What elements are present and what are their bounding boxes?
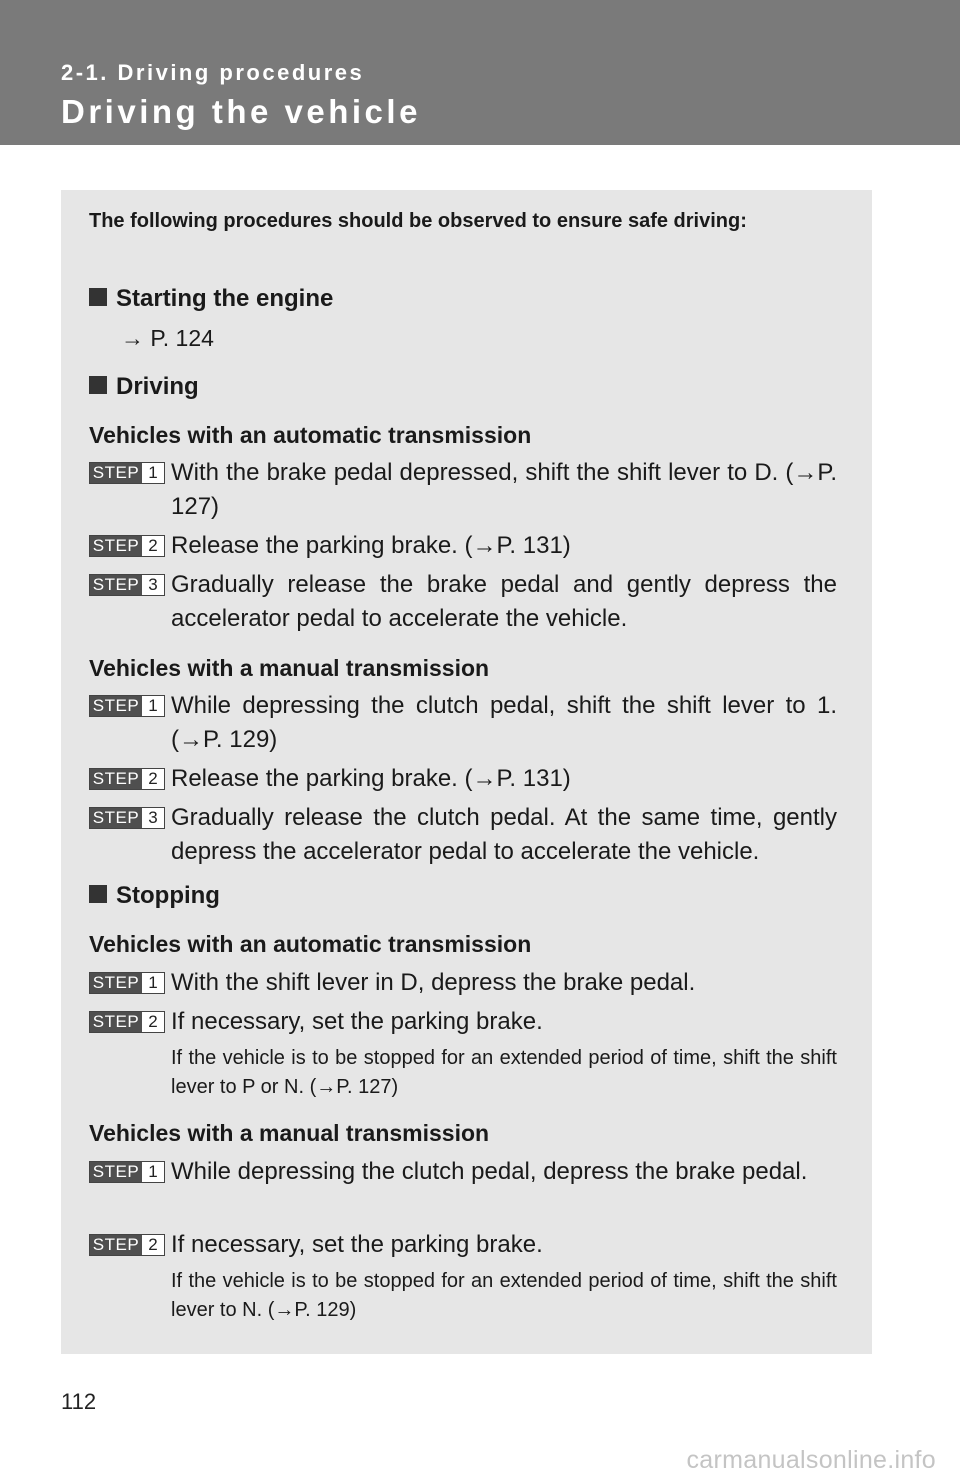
square-bullet-icon (89, 376, 107, 394)
step-text: Gradually release the clutch pedal. At the same time, gently depress the accelerator pedal to accelerate the vehicle. (171, 804, 837, 865)
square-bullet-icon (89, 288, 107, 306)
step-badge: STEP 1 (89, 972, 165, 994)
step-badge: STEP 1 (89, 695, 165, 717)
section-heading-driving: Driving (89, 373, 199, 401)
step-badge: STEP 1 (89, 1161, 165, 1183)
step-text: While depressing the clutch pedal, shift the shift lever to 1. (→P. 129) (171, 692, 837, 753)
procedure-panel (61, 190, 872, 1354)
page-reference: → P. 124 (121, 325, 214, 351)
note-text: If the vehicle is to be stopped for an extended period of time, shift the shift lever to P or N. (→P. 127) (171, 1047, 837, 1098)
step-text: With the brake pedal depressed, shift the shift lever to D. (→P. 127) (171, 459, 837, 520)
section-heading-stopping: Stopping (89, 882, 220, 910)
step-badge: STEP 1 (89, 462, 165, 484)
section-label: 2-1. Driving procedures (61, 60, 365, 85)
subheading-manual: Vehicles with a manual transmission (89, 1120, 490, 1146)
step-text: If necessary, set the parking brake. (171, 1008, 543, 1035)
subheading-automatic: Vehicles with an automatic transmission (89, 931, 532, 957)
step-badge: STEP 2 (89, 1234, 165, 1256)
page-number: 112 (61, 1389, 97, 1414)
square-bullet-icon (89, 885, 107, 903)
step-text: Gradually release the brake pedal and gently depress the accelerator pedal to accelerate the vehicle. (171, 571, 837, 632)
step-badge: STEP 3 (89, 574, 165, 596)
step-text: Release the parking brake. (→P. 131) (171, 532, 571, 559)
watermark: carmanualsonline.info (686, 1446, 936, 1474)
intro-text: The following procedures should be observed to ensure safe driving: (89, 210, 747, 232)
step-text: With the shift lever in D, depress the brake pedal. (171, 969, 696, 996)
step-badge: STEP 2 (89, 768, 165, 790)
step-badge: STEP 3 (89, 807, 165, 829)
page-title: Driving the vehicle (61, 93, 421, 130)
step-text: While depressing the clutch pedal, depress the brake pedal. (171, 1158, 808, 1185)
subheading-automatic: Vehicles with an automatic transmission (89, 422, 532, 448)
step-text: Release the parking brake. (→P. 131) (171, 765, 571, 792)
step-text: If necessary, set the parking brake. (171, 1231, 543, 1258)
chapter-header (0, 0, 960, 145)
section-heading-starting: Starting the engine (89, 285, 333, 313)
note-text: If the vehicle is to be stopped for an extended period of time, shift the shift lever to N. (→P. 129) (171, 1270, 837, 1321)
subheading-manual: Vehicles with a manual transmission (89, 655, 490, 681)
step-badge: STEP 2 (89, 535, 165, 557)
step-badge: STEP 2 (89, 1011, 165, 1033)
